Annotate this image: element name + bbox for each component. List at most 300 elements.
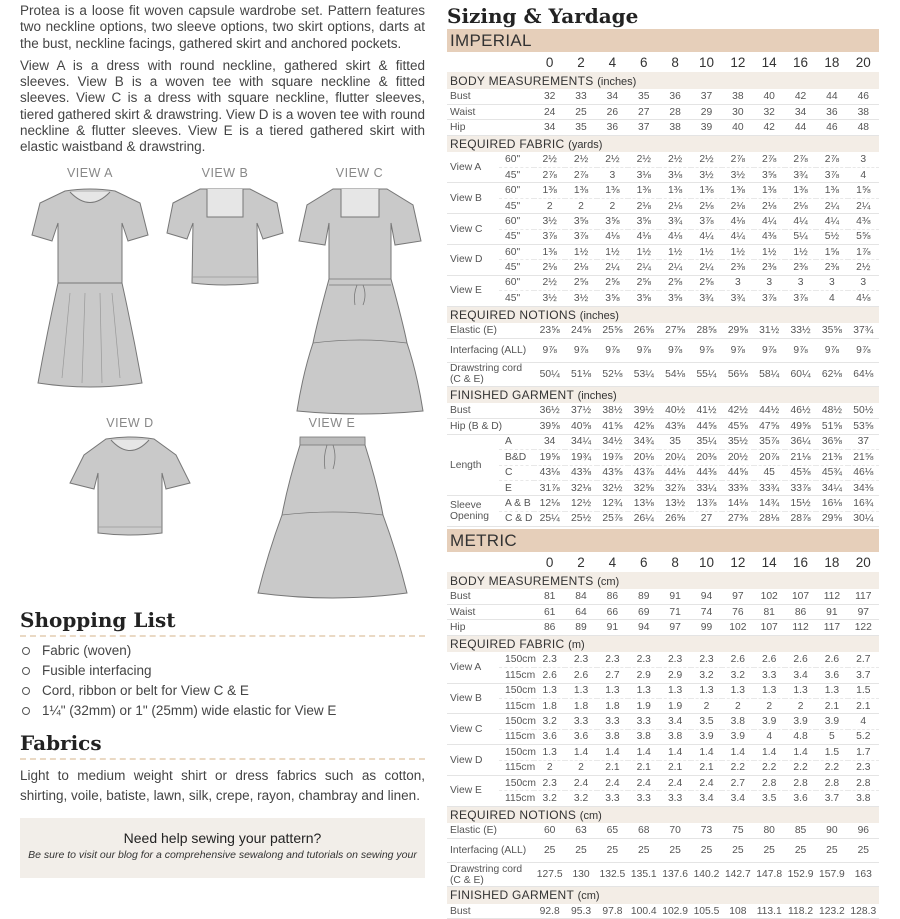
value-cell: 3½ [691,168,722,183]
value-cell: 24⅝ [565,323,596,338]
value-cell: 91 [597,620,628,635]
section-name: BODY MEASUREMENTS [450,73,594,88]
value-cell: 130 [565,863,596,887]
value-cell: 37¾ [848,323,879,338]
value-cell: 102.9 [659,904,690,919]
value-cell: 44⅜ [691,465,722,480]
value-cell: 33⅞ [785,480,816,495]
value-cell: 1.8 [597,698,628,713]
value-cell: 9⅞ [848,338,879,362]
value-cell: 39½ [628,403,659,418]
size-header: 2 [577,54,585,70]
value-cell: 40 [754,89,785,104]
fabric-row [447,229,879,244]
tiered-skirt-illustration [255,433,410,603]
value-cell: 74 [691,604,722,619]
size-header: 4 [608,554,617,570]
value-cell: 3¾ [659,214,690,229]
section-name: REQUIRED NOTIONS [450,807,577,822]
value-cell: 36¼ [785,434,816,449]
value-cell: 25 [597,839,628,863]
size-header: 10 [698,554,714,570]
value-cell: 45⅜ [785,465,816,480]
circle-bullet-icon [22,647,30,655]
value-cell: 1.3 [597,683,628,698]
view-d [65,416,195,543]
value-cell: 2⅛ [534,260,565,275]
value-cell: 29 [691,104,722,119]
value-cell: 2.4 [691,775,722,790]
value-cell: 112 [816,589,847,604]
value-cell: 3⅞ [565,229,596,244]
value-cell: 34 [785,104,816,119]
value-cell: 137.6 [659,863,690,887]
value-cell: 43⅞ [628,465,659,480]
value-cell: 3.6 [565,729,596,744]
value-cell: 27⅜ [722,511,753,526]
size-header: 20 [855,54,871,70]
value-cell: 100.4 [628,904,659,919]
value-cell: 47⅝ [754,419,785,434]
value-cell: 1½ [785,245,816,260]
value-cell: 4.8 [785,729,816,744]
value-cell: 3.8 [597,729,628,744]
value-cell: 2½ [691,152,722,167]
table-row [447,839,879,863]
value-cell: 3 [597,168,628,183]
value-cell: 43⅝ [597,465,628,480]
value-cell: 2 [565,198,596,213]
value-cell: 117 [816,620,847,635]
size-header: 0 [545,554,554,570]
value-cell: 25⅞ [597,511,628,526]
value-cell: 71 [659,604,690,619]
view-c [292,166,427,418]
value-cell: 2.3 [659,652,690,667]
value-cell: 3¾ [691,291,722,306]
value-cell: 2.2 [722,760,753,775]
row-label: Drawstring cord (C & E) [447,362,534,386]
value-cell: 163 [848,863,879,887]
value-cell: 35¼ [691,434,722,449]
view-label: View E [447,775,499,806]
value-cell: 21⅝ [848,450,879,465]
value-cell: 3.9 [785,714,816,729]
section-name: BODY MEASUREMENTS [450,573,594,588]
value-cell: 3.4 [691,791,722,806]
value-cell: 3.3 [628,714,659,729]
value-cell: 2.2 [785,760,816,775]
value-cell: 2½ [848,260,879,275]
fabric-row [447,260,879,275]
value-cell: 99 [691,620,722,635]
value-cell: 44½ [754,403,785,418]
value-cell: 42⅝ [628,419,659,434]
value-cell: 4 [848,714,879,729]
value-cell: 2⅞ [722,152,753,167]
value-cell: 54⅛ [659,362,690,386]
value-cell: 76 [722,604,753,619]
value-cell: 95.3 [565,904,596,919]
value-cell: 2.4 [565,775,596,790]
value-cell: 2½ [534,275,565,290]
fabric-row [447,729,879,744]
view-label: View B [447,183,499,214]
value-cell: 42 [785,89,816,104]
value-cell: 32⅞ [659,480,690,495]
value-cell: 14¾ [754,496,785,511]
sizing-column [447,0,879,919]
value-cell: 2.6 [722,652,753,667]
value-cell: 1.3 [565,683,596,698]
value-cell: 40½ [659,403,690,418]
fabrics-title: Fabrics [20,731,425,760]
value-cell: 16⅛ [816,496,847,511]
value-cell: 4⅛ [659,229,690,244]
row-label: Hip (B & D) [447,419,534,434]
view-a-label: VIEW A [66,165,114,180]
value-cell: 128.3 [848,904,879,919]
value-cell: 4¼ [785,214,816,229]
value-cell: 3⅞ [691,214,722,229]
value-cell: 75 [722,823,753,838]
value-cell: 36 [816,104,847,119]
value-cell: 46 [848,89,879,104]
value-cell: 3⅝ [628,291,659,306]
table-row [447,362,879,386]
garment-views [20,164,425,604]
value-cell: 25 [754,839,785,863]
fabric-row [447,183,879,198]
value-cell: 2.4 [597,775,628,790]
value-cell: 9⅞ [565,338,596,362]
circle-bullet-icon [22,687,30,695]
value-cell: 66 [597,604,628,619]
value-cell: 30 [722,104,753,119]
value-cell: 147.8 [754,863,785,887]
value-cell: 2 [691,698,722,713]
value-cell: 3 [816,275,847,290]
fabric-row [447,214,879,229]
section-title [447,135,879,152]
value-cell: 34 [534,120,565,135]
fabric-width: 115cm [499,698,534,713]
value-cell: 4 [816,291,847,306]
value-cell: 33⅜ [722,480,753,495]
value-cell: 2.1 [848,698,879,713]
value-cell: 85 [785,823,816,838]
value-cell: 1⅜ [691,183,722,198]
value-cell: 34 [534,434,565,449]
value-cell: 1½ [659,245,690,260]
value-cell: 2⅞ [565,168,596,183]
fabric-row [447,152,879,167]
value-cell: 3.2 [534,714,565,729]
value-cell: 33¾ [754,480,785,495]
value-cell: 94 [628,620,659,635]
value-cell: 20⅛ [628,450,659,465]
view-label: View D [447,245,499,276]
value-cell: 142.7 [722,863,753,887]
value-cell: 26 [597,104,628,119]
value-cell: 25 [691,839,722,863]
value-cell: 28⅞ [785,511,816,526]
table-row [447,620,879,635]
value-cell: 9⅞ [659,338,690,362]
value-cell: 2½ [659,152,690,167]
fabric-row [447,745,879,760]
value-cell: 1.4 [628,745,659,760]
value-cell: 34⅜ [848,480,879,495]
value-cell: 90 [816,823,847,838]
value-cell: 28⅛ [754,511,785,526]
value-cell: 14⅛ [722,496,753,511]
value-cell: 91 [659,589,690,604]
value-cell: 37 [848,434,879,449]
value-cell: 4⅛ [597,229,628,244]
value-cell: 1½ [565,245,596,260]
value-cell: 28 [659,104,690,119]
value-cell: 35⅝ [816,323,847,338]
value-cell: 2.6 [816,652,847,667]
fabric-width: 45" [499,260,534,275]
value-cell: 52⅛ [597,362,628,386]
value-cell: 38 [659,120,690,135]
length-row [447,450,879,465]
value-cell: 89 [565,620,596,635]
value-cell: 61 [534,604,565,619]
fabric-width: 60" [499,275,534,290]
value-cell: 33¼ [691,480,722,495]
value-cell: 32 [534,89,565,104]
value-cell: 2⅛ [722,198,753,213]
table-row [447,419,879,434]
value-cell: 3.3 [754,668,785,683]
value-cell: 3⅝ [659,291,690,306]
value-cell: 58¼ [754,362,785,386]
value-cell: 23⅝ [534,323,565,338]
value-cell: 38½ [597,403,628,418]
section-header [447,572,879,589]
value-cell: 3⅝ [597,214,628,229]
value-cell: 1⅜ [597,183,628,198]
value-cell: 3.2 [722,668,753,683]
size-header: 18 [824,54,840,70]
value-cell: 3 [848,152,879,167]
value-cell: 34 [597,89,628,104]
view-code: C & D [499,511,534,526]
value-cell: 56⅛ [722,362,753,386]
value-cell: 3 [754,275,785,290]
value-cell: 2 [534,198,565,213]
value-cell: 13⅞ [691,496,722,511]
value-cell: 69 [628,604,659,619]
value-cell: 25 [659,839,690,863]
value-cell: 1.3 [534,683,565,698]
size-header: 10 [698,54,714,70]
view-label: View A [447,652,499,683]
section-title [447,806,879,823]
value-cell: 91 [816,604,847,619]
value-cell: 46 [816,120,847,135]
value-cell: 2.6 [754,652,785,667]
value-cell: 48½ [816,403,847,418]
value-cell: 50½ [848,403,879,418]
value-cell: 1½ [722,245,753,260]
value-cell: 3¾ [722,291,753,306]
row-label: Bust [447,904,534,919]
value-cell: 1⅜ [785,183,816,198]
imperial-bar: IMPERIAL [447,29,879,52]
value-cell: 105.5 [691,904,722,919]
value-cell: 3.6 [785,791,816,806]
section-title [447,386,879,403]
value-cell: 3.4 [785,668,816,683]
value-cell: 36 [597,120,628,135]
value-cell: 13⅛ [628,496,659,511]
help-title: Need help sewing your pattern? [123,829,322,846]
view-code: E [499,480,534,495]
value-cell: 2.6 [565,668,596,683]
value-cell: 2⅝ [691,275,722,290]
value-cell: 27 [691,511,722,526]
value-cell: 2 [565,760,596,775]
value-cell: 64⅛ [848,362,879,386]
value-cell: 107 [785,589,816,604]
value-cell: 1.5 [848,683,879,698]
dress-round-neck-illustration [30,183,150,393]
table-row [447,403,879,418]
size-header: 6 [640,554,648,570]
value-cell: 51⅝ [816,419,847,434]
value-cell: 4⅜ [754,229,785,244]
value-cell: 39⅝ [534,419,565,434]
value-cell: 3½ [565,291,596,306]
value-cell: 9⅞ [785,338,816,362]
size-header-row [447,552,879,572]
value-cell: 1⅜ [534,183,565,198]
value-cell: 3⅞ [785,291,816,306]
value-cell: 123.2 [816,904,847,919]
value-cell: 25 [565,839,596,863]
fabric-row [447,245,879,260]
section-header [447,135,879,152]
value-cell: 1.4 [785,745,816,760]
row-label: Bust [447,589,534,604]
value-cell: 9⅞ [691,338,722,362]
value-cell: 1⅞ [848,245,879,260]
size-header: 2 [577,554,585,570]
value-cell: 3⅞ [754,291,785,306]
shopping-list-item: Fabric (woven) [20,641,425,661]
value-cell: 9⅞ [816,338,847,362]
value-cell: 1.3 [691,683,722,698]
value-cell: 32½ [597,480,628,495]
value-cell: 9⅞ [534,338,565,362]
value-cell: 32⅝ [628,480,659,495]
value-cell: 113.1 [754,904,785,919]
value-cell: 53⅝ [848,419,879,434]
value-cell: 49⅝ [785,419,816,434]
value-cell: 2⅜ [754,260,785,275]
size-header: 6 [640,54,648,70]
value-cell: 3⅝ [754,168,785,183]
fabric-width: 45" [499,229,534,244]
value-cell: 1⅝ [848,183,879,198]
value-cell: 26⅝ [628,323,659,338]
table-row [447,323,879,338]
value-cell: 3.6 [534,729,565,744]
value-cell: 1½ [597,245,628,260]
value-cell: 48 [848,120,879,135]
fabric-row [447,652,879,667]
header-spacer [499,552,534,572]
value-cell: 86 [597,589,628,604]
value-cell: 2.2 [754,760,785,775]
length-row [447,434,879,449]
size-header: 14 [761,54,777,70]
section-name: REQUIRED NOTIONS [450,307,577,322]
section-name: REQUIRED FABRIC [450,136,565,151]
value-cell: 2.7 [597,668,628,683]
row-label: Waist [447,104,534,119]
value-cell: 2.1 [691,760,722,775]
value-cell: 2⅛ [659,198,690,213]
fabric-width: 45" [499,198,534,213]
value-cell: 2.1 [597,760,628,775]
value-cell: 30¼ [848,511,879,526]
section-name: FINISHED GARMENT [450,388,574,403]
section-unit: (m) [568,639,585,652]
value-cell: 9⅞ [597,338,628,362]
value-cell: 1⅜ [565,183,596,198]
value-cell: 44⅝ [691,419,722,434]
value-cell: 19⅞ [597,450,628,465]
value-cell: 2 [754,698,785,713]
value-cell: 2⅛ [565,260,596,275]
value-cell: 34¾ [628,434,659,449]
value-cell: 2½ [597,152,628,167]
value-cell: 62⅛ [816,362,847,386]
value-cell: 25 [848,839,879,863]
value-cell: 40 [722,120,753,135]
value-cell: 37 [691,89,722,104]
help-box [20,818,425,878]
value-cell: 3.5 [691,714,722,729]
value-cell: 3⅞ [816,168,847,183]
value-cell: 1.7 [848,745,879,760]
value-cell: 102 [722,620,753,635]
value-cell: 2½ [534,152,565,167]
length-label: Length [447,434,499,496]
value-cell: 2⅞ [816,152,847,167]
value-cell: 4¼ [816,214,847,229]
section-unit: (cm) [579,809,602,822]
value-cell: 2¼ [659,260,690,275]
section-unit: (inches) [577,390,617,403]
value-cell: 3⅛ [628,168,659,183]
view-label: View C [447,214,499,245]
row-label: Hip [447,620,534,635]
fabric-row [447,198,879,213]
value-cell: 3½ [534,214,565,229]
value-cell: 25 [816,839,847,863]
value-cell: 64 [565,604,596,619]
shopping-list [20,641,425,721]
value-cell: 35⅞ [754,434,785,449]
value-cell: 3½ [534,291,565,306]
value-cell: 2.3 [848,760,879,775]
